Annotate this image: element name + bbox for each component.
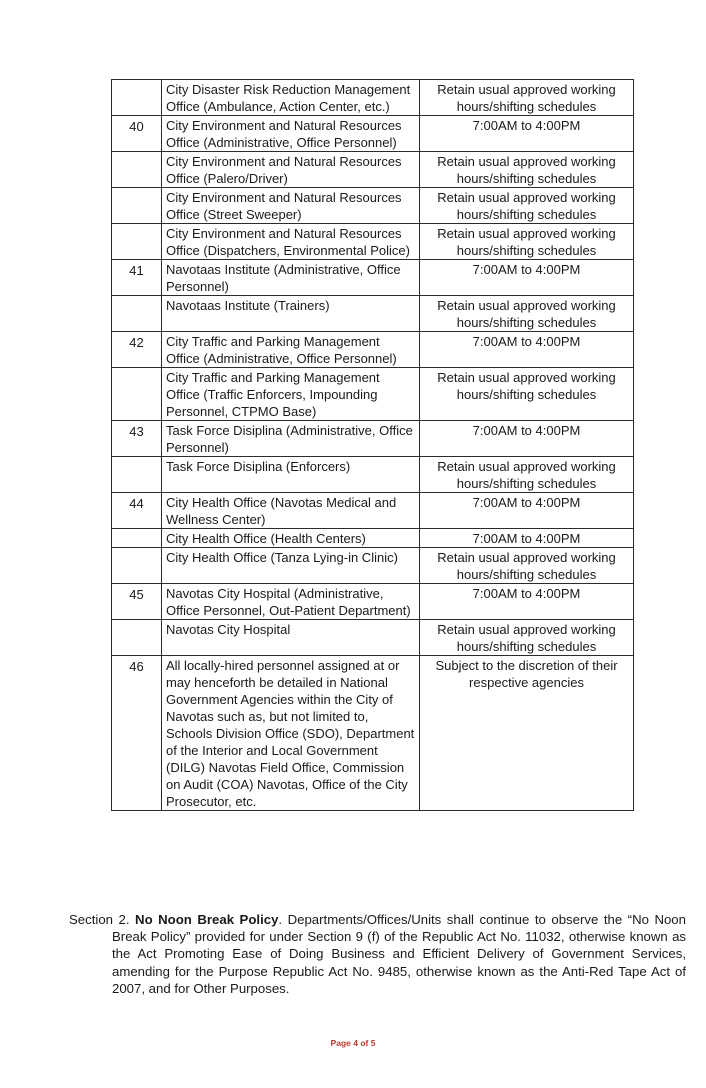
schedule-cell: Retain usual approved working hours/shifting schedules [420,620,634,656]
row-number [112,368,162,421]
schedule-cell: 7:00AM to 4:00PM [420,332,634,368]
row-number [112,152,162,188]
table-row [112,188,634,224]
schedule-cell: 7:00AM to 4:00PM [420,529,634,548]
schedule-cell: Retain usual approved working hours/shifting schedules [420,548,634,584]
section-2-body: . Departments/Offices/Units shall continue to observe the “No Noon Break Policy” provided for under Section 9 (f) of the Republic Act No. 11032, otherwise known as the Act Promoting Ease of Doing Business and Efficient Delivery of Government Services, amending for the Purpose Republic Act No. 9485, otherwise known as the Anti-Red Tape Act of 2007, and for Other Purposes. [112,912,686,996]
office-cell: City Environment and Natural Resources Office (Palero/Driver) [162,152,420,188]
schedule-cell: Retain usual approved working hours/shifting schedules [420,224,634,260]
schedule-cell: Retain usual approved working hours/shifting schedules [420,80,634,116]
schedule-cell: 7:00AM to 4:00PM [420,584,634,620]
table-row [112,224,634,260]
table-row [112,116,634,152]
office-cell: City Environment and Natural Resources Office (Dispatchers, Environmental Police) [162,224,420,260]
office-cell: City Health Office (Navotas Medical and Wellness Center) [162,493,420,529]
table-row [112,296,634,332]
row-number: 46 [112,656,162,811]
table-row [112,368,634,421]
schedule-cell: Retain usual approved working hours/shifting schedules [420,457,634,493]
section-2-paragraph [69,911,686,997]
office-cell: Navotas City Hospital [162,620,420,656]
office-cell: City Traffic and Parking Management Office (Administrative, Office Personnel) [162,332,420,368]
table-row [112,421,634,457]
section-2-label: Section 2. [69,912,130,927]
table-row [112,548,634,584]
office-cell: Navotaas Institute (Trainers) [162,296,420,332]
office-cell: Task Force Disiplina (Enforcers) [162,457,420,493]
table-row [112,529,634,548]
page-number: Page 4 of 5 [330,1038,376,1048]
row-number [112,548,162,584]
row-number: 44 [112,493,162,529]
row-number [112,188,162,224]
office-cell: Task Force Disiplina (Administrative, Office Personnel) [162,421,420,457]
row-number: 43 [112,421,162,457]
row-number [112,296,162,332]
office-cell: City Environment and Natural Resources Office (Administrative, Office Personnel) [162,116,420,152]
schedule-table-body [112,80,634,811]
office-cell: Navotas City Hospital (Administrative, Office Personnel, Out-Patient Department) [162,584,420,620]
schedule-cell: 7:00AM to 4:00PM [420,493,634,529]
schedule-table [111,79,634,811]
row-number: 40 [112,116,162,152]
office-cell: City Disaster Risk Reduction Management Office (Ambulance, Action Center, etc.) [162,80,420,116]
table-row [112,260,634,296]
table-row [112,332,634,368]
office-cell: All locally-hired personnel assigned at or may henceforth be detailed in National Government Agencies within the City of Navotas such as, but not limited to, Schools Division Office (SDO), Department of the Interior and Local Government (DILG) Navotas Field Office, Commission on Audit (COA) Navotas, Office of the City Prosecutor, etc. [162,656,420,811]
row-number: 42 [112,332,162,368]
section-2-heading: No Noon Break Policy [135,912,279,927]
row-number: 41 [112,260,162,296]
row-number [112,529,162,548]
schedule-cell: Subject to the discretion of their respective agencies [420,656,634,811]
table-row [112,80,634,116]
table-row [112,457,634,493]
table-row [112,584,634,620]
table-row [112,152,634,188]
table-row [112,493,634,529]
office-cell: City Health Office (Tanza Lying-in Clinic) [162,548,420,584]
table-row [112,656,634,811]
schedule-cell: 7:00AM to 4:00PM [420,421,634,457]
schedule-cell: Retain usual approved working hours/shifting schedules [420,188,634,224]
office-cell: Navotaas Institute (Administrative, Office Personnel) [162,260,420,296]
schedule-cell: Retain usual approved working hours/shifting schedules [420,152,634,188]
row-number [112,620,162,656]
row-number [112,224,162,260]
office-cell: City Traffic and Parking Management Office (Traffic Enforcers, Impounding Personnel, CTPMO Base) [162,368,420,421]
table-row [112,620,634,656]
schedule-cell: Retain usual approved working hours/shifting schedules [420,368,634,421]
schedule-cell: Retain usual approved working hours/shifting schedules [420,296,634,332]
office-cell: City Health Office (Health Centers) [162,529,420,548]
office-cell: City Environment and Natural Resources Office (Street Sweeper) [162,188,420,224]
row-number: 45 [112,584,162,620]
schedule-cell: 7:00AM to 4:00PM [420,116,634,152]
row-number [112,80,162,116]
row-number [112,457,162,493]
schedule-cell: 7:00AM to 4:00PM [420,260,634,296]
